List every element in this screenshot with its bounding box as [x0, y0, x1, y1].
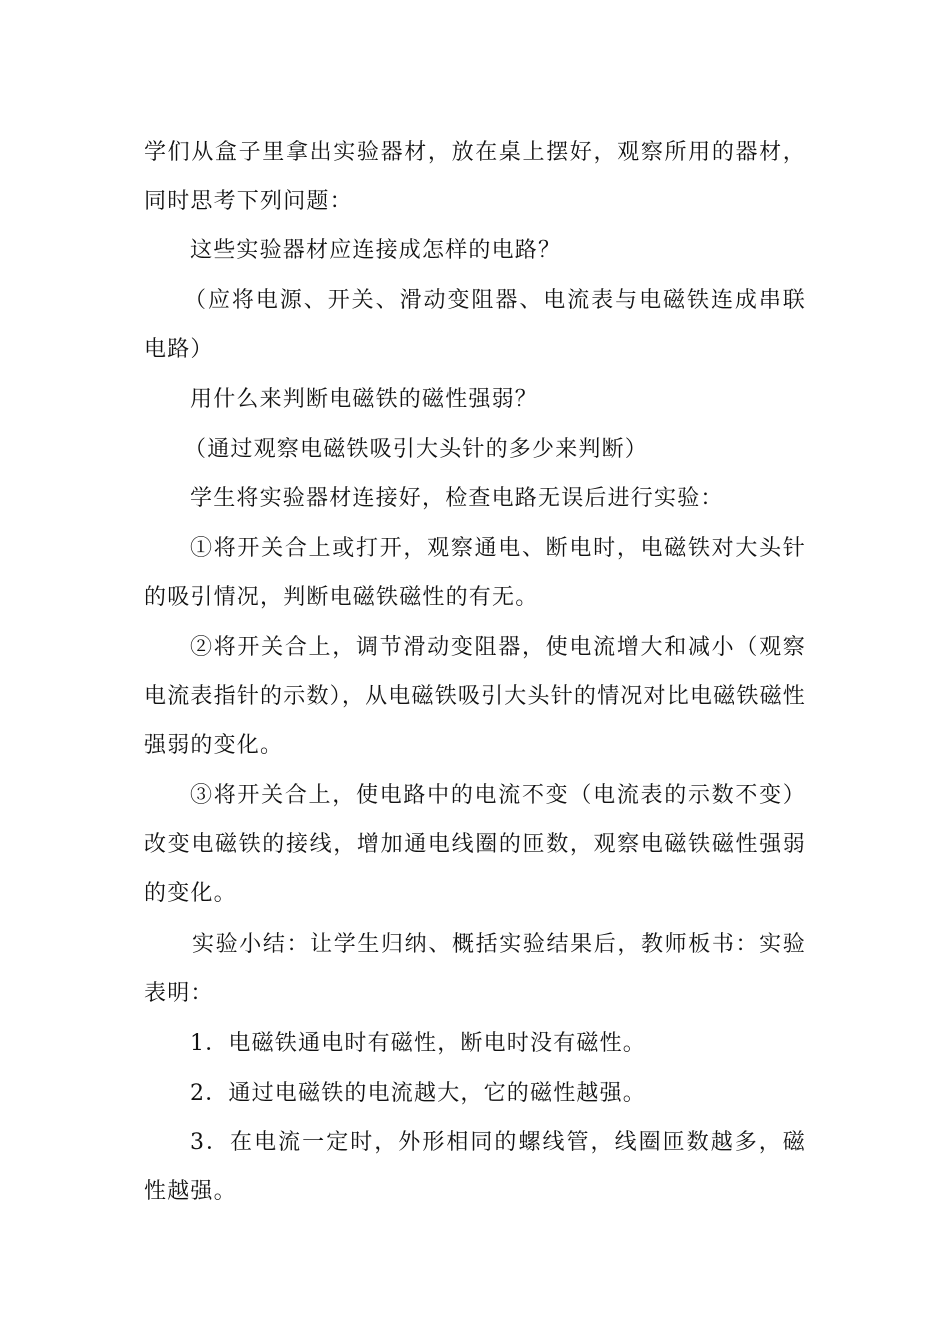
conclusion-item-2: 2．通过电磁铁的电流越大，它的磁性越强。 [190, 1081, 646, 1106]
paragraph-step-3: ③将开关合上，使电路中的电流不变（电流表的示数不变）改变电磁铁的接线，增加通电线圈的匝数，观察电磁铁磁性强弱的变化。 [144, 783, 806, 906]
paragraph-intro: 学们从盒子里拿出实验器材，放在桌上摆好，观察所用的器材，同时思考下列问题： [144, 140, 806, 214]
paragraph-question-circuit: 这些实验器材应连接成怎样的电路？ [190, 238, 562, 263]
paragraph-summary: 实验小结：让学生归纳、概括实验结果后，教师板书：实验表明： [144, 932, 806, 1006]
paragraph-experiment-intro: 学生将实验器材连接好，检查电路无误后进行实验： [190, 486, 724, 511]
paragraph-step-2: ②将开关合上，调节滑动变阻器，使电流增大和减小（观察电流表指针的示数），从电磁铁吸引大头针的情况对比电磁铁磁性强弱的变化。 [144, 635, 806, 758]
paragraph-step-1: ①将开关合上或打开，观察通电、断电时，电磁铁对大头针的吸引情况，判断电磁铁磁性的有无。 [144, 536, 806, 610]
conclusion-item-1: 1．电磁铁通电时有磁性，断电时没有磁性。 [190, 1031, 646, 1056]
paragraph-answer-circuit: （应将电源、开关、滑动变阻器、电流表与电磁铁连成串联电路） [144, 288, 806, 362]
paragraph-question-strength: 用什么来判断电磁铁的磁性强弱？ [190, 387, 539, 412]
paragraph-answer-strength: （通过观察电磁铁吸引大头针的多少来判断） [184, 437, 649, 462]
conclusion-item-3: 3．在电流一定时，外形相同的螺线管，线圈匝数越多，磁性越强。 [144, 1130, 806, 1204]
